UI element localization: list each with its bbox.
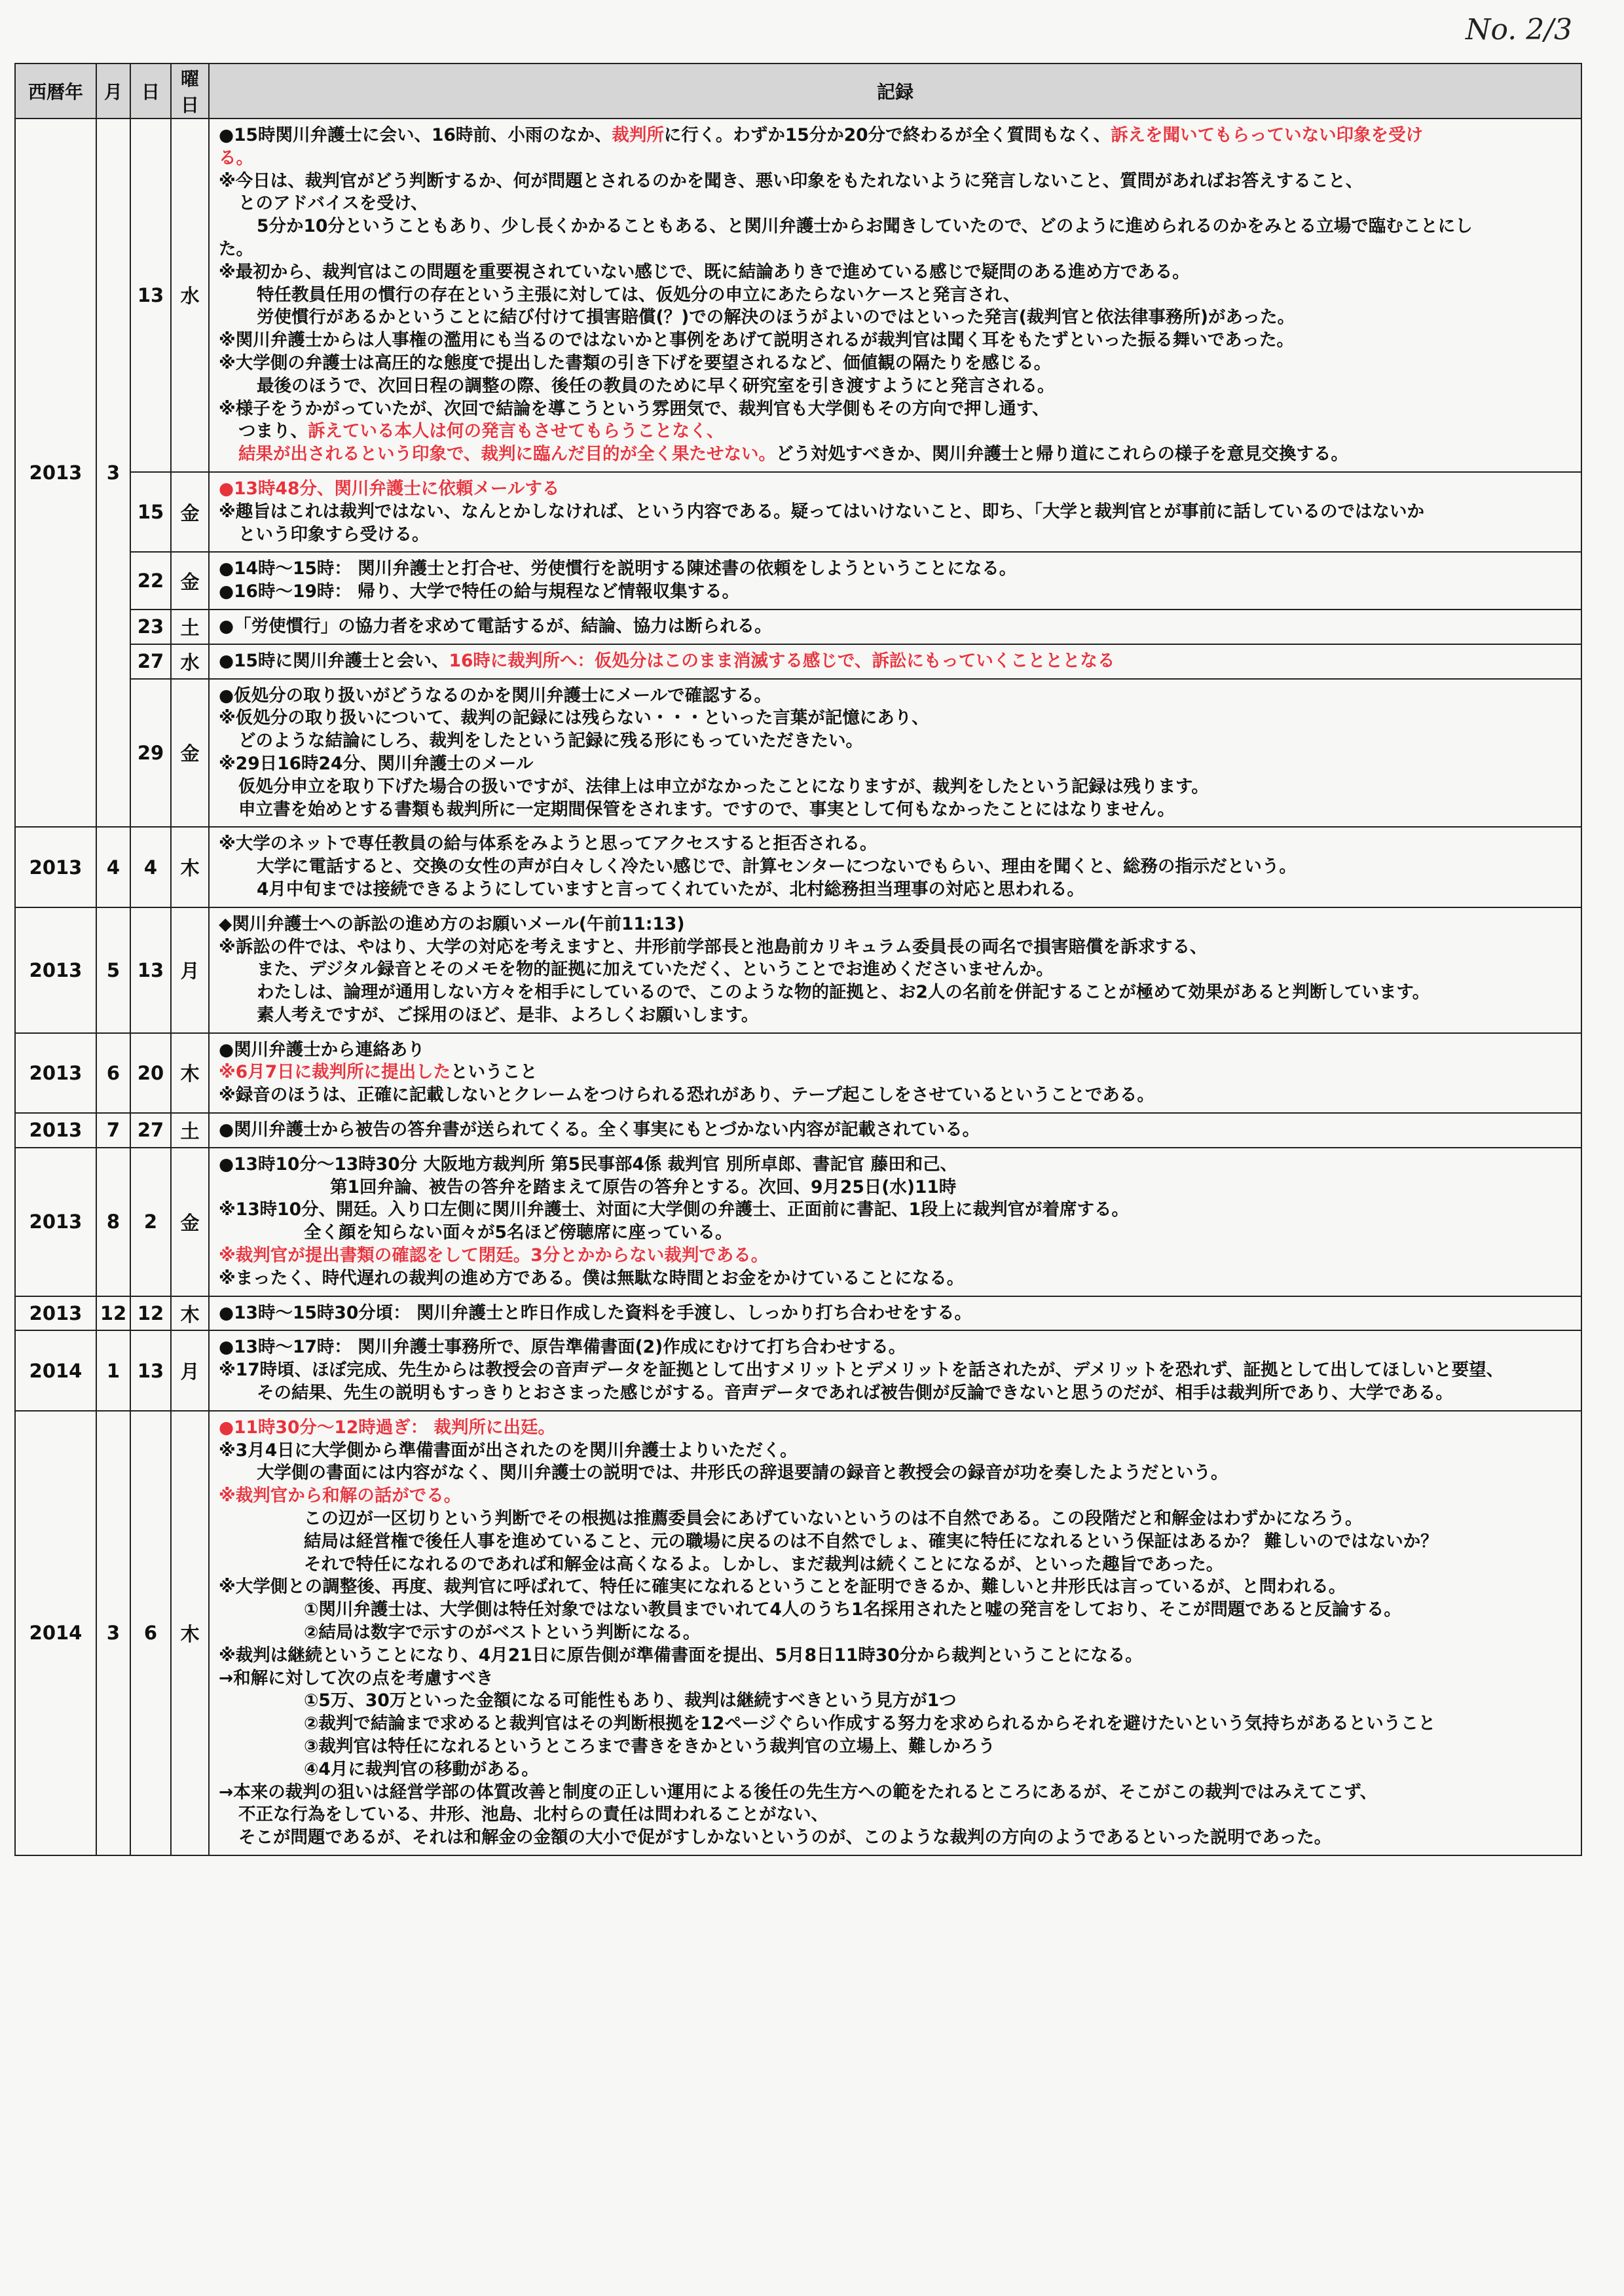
record-text: この辺が一区切りという判断でその根拠は推薦委員会にあげていないというのは不自然である。この段階だと和解金はわずかになろう。	[304, 1508, 1363, 1529]
weekday-cell: 木	[171, 827, 209, 907]
record-cell	[209, 472, 1581, 552]
record-line	[219, 1199, 1572, 1222]
record-line	[219, 375, 1572, 398]
record-text: ●16時～19時： 帰り、大学で特任の給与規程など情報収集する。	[219, 581, 740, 602]
record-line	[219, 192, 1572, 215]
record-line	[219, 1440, 1572, 1463]
record-table	[14, 63, 1582, 1856]
record-line	[219, 1302, 1572, 1325]
record-text: →本来の裁判の狙いは経営学部の体質改善と制度の正しい運用による後任の先生方への範をたれるところにあるが、そこがこの裁判ではみえてこず、	[219, 1781, 1378, 1802]
record-text: ※訴訟の件では、やはり、大学の対応を考えますと、井形前学部長と池島前カリキュラム委員長の両名で損害賠償を訴求する、	[219, 936, 1208, 957]
record-line	[219, 1690, 1572, 1713]
year-cell: 2013	[15, 907, 96, 1033]
record-text: ということ	[451, 1062, 538, 1083]
record-line	[219, 1061, 1572, 1084]
record-cell	[209, 118, 1581, 472]
record-text: ※関川弁護士からは人事権の濫用にも当るのではないかと事例をあげて説明されるが裁判官は聞く耳をもたずといった振る舞いであった。	[219, 330, 1294, 351]
record-text: 全く顔を知らない面々が5名ほど傍聴席に座っている。	[304, 1222, 733, 1243]
record-text: ④4月に裁判官の移動がある。	[304, 1758, 539, 1779]
weekday-cell: 金	[171, 679, 209, 828]
record-text: ※大学側との調整後、再度、裁判官に呼ばれて、特任に確実になれるということを証明できるか、難しいと井形氏は言っているが、と問われる。	[219, 1576, 1346, 1597]
record-line	[219, 261, 1572, 284]
record-line	[219, 981, 1572, 1004]
record-cell	[209, 1296, 1581, 1331]
record-line	[219, 581, 1572, 604]
highlight-text: ※裁判官から和解の話がでる。	[219, 1485, 462, 1506]
record-line	[219, 753, 1572, 776]
day-cell: 13	[130, 118, 171, 472]
weekday-cell: 金	[171, 472, 209, 552]
month-cell: 8	[96, 1148, 130, 1296]
record-text: それで特任になれるのであれば和解金は高くなるよ。しかし、まだ裁判は続くことになるが、といった趣旨であった。	[304, 1554, 1224, 1575]
weekday-cell: 土	[171, 1113, 209, 1148]
record-text: た。	[219, 238, 253, 259]
record-line	[219, 1359, 1572, 1382]
record-text: どう対処すべきか、関川弁護士と帰り道にこれらの様子を意見交換する。	[775, 444, 1348, 465]
day-cell: 20	[130, 1033, 171, 1113]
record-line	[219, 707, 1572, 730]
day-cell: 12	[130, 1296, 171, 1331]
record-line	[219, 398, 1572, 421]
record-line	[219, 1119, 1572, 1142]
highlight-text: 裁判所	[612, 125, 664, 145]
record-text: ①5万、30万といった金額になる可能性もあり、裁判は継続すべきという見方が1つ	[304, 1690, 957, 1711]
year-cell: 2013	[15, 1148, 96, 1296]
record-line	[219, 1667, 1572, 1690]
record-text: どのような結論にしろ、裁判をしたという記録に残る形にもっていただきたい。	[238, 731, 863, 752]
record-cell	[209, 679, 1581, 828]
table-row	[15, 552, 1581, 610]
day-cell: 15	[130, 472, 171, 552]
record-text: 5分か10分ということもあり、少し長くかかることもある、と関川弁護士からお聞きしていたので、どのように進められるのかをみとる立場で臨むことにし	[257, 216, 1473, 237]
table-row	[15, 1033, 1581, 1113]
record-text: ※仮処分の取り扱いについて、裁判の記録には残らない・・・といった言葉が記憶にあり、	[219, 708, 929, 729]
record-text: ※13時10分、開廷。入り口左側に関川弁護士、対面に大学側の弁護士、正面前に書記、1段上に裁判官が着席する。	[219, 1199, 1129, 1220]
weekday-cell: 水	[171, 118, 209, 472]
month-cell: 1	[96, 1330, 130, 1410]
table-row	[15, 118, 1581, 472]
day-cell: 27	[130, 1113, 171, 1148]
record-line	[219, 936, 1572, 959]
year-cell: 2013	[15, 118, 96, 827]
record-line	[219, 615, 1572, 638]
header-year: 西暦年	[15, 64, 96, 118]
record-text: ※まったく、時代遅れの裁判の進め方である。僕は無駄な時間とお金をかけていることになる。	[219, 1267, 965, 1288]
year-cell: 2014	[15, 1411, 96, 1855]
record-line	[219, 170, 1572, 193]
record-text: に行く。わずか15分か20分で終わるが全く質問もなく、	[663, 125, 1111, 145]
record-text: ②裁判で結論まで求めると裁判官はその判断根拠を12ページぐらい作成する努力を求められるからそれを避けたいという気持ちがあるということ	[304, 1713, 1436, 1734]
highlight-text: 16時に裁判所へ：仮処分はこのまま消滅する感じで、訴訟にもっていくことととなる	[449, 650, 1115, 671]
weekday-cell: 月	[171, 1330, 209, 1410]
record-text: ●仮処分の取り扱いがどうなるのかを関川弁護士にメールで確認する。	[219, 685, 772, 706]
record-line	[219, 1267, 1572, 1290]
record-line	[219, 833, 1572, 856]
record-text: ●13時10分～13時30分 大阪地方裁判所 第5民事部4係 裁判官 別所卓郎、書記官 藤田和己、	[219, 1154, 958, 1175]
record-text: ※録音のほうは、正確に記載しないとクレームをつけられる恐れがあり、テープ起こしをさせているということである。	[219, 1085, 1154, 1106]
record-line	[219, 913, 1572, 936]
record-text: 結局は経営権で後任人事を進めていること、元の職場に戻るのは不自然でしょ、確実に特任になれるという保証はあるか？ 難しいのではないか？	[304, 1531, 1438, 1552]
record-line	[219, 478, 1572, 501]
record-text: ●14時～15時： 関川弁護士と打合せ、労使慣行を説明する陳述書の依頼をしようということになる。	[219, 558, 1017, 579]
table-row	[15, 827, 1581, 907]
record-line	[219, 1508, 1572, 1531]
month-cell: 3	[96, 1411, 130, 1855]
record-cell	[209, 552, 1581, 610]
record-line	[219, 730, 1572, 753]
record-line	[219, 284, 1572, 307]
day-cell: 6	[130, 1411, 171, 1855]
record-text: ●15時に関川弁護士と会い、	[219, 650, 449, 671]
table-row	[15, 644, 1581, 679]
record-text: 不正な行為をしている、井形、池島、北村らの責任は問われることがない、	[238, 1804, 828, 1825]
day-cell: 13	[130, 907, 171, 1033]
record-line	[219, 147, 1572, 170]
record-line	[219, 1781, 1572, 1804]
record-text: ①関川弁護士は、大学側は特任対象ではない教員までいれて4人のうち1名採用されたと嘘の発言をしており、そこが問題であると反論する。	[304, 1599, 1401, 1620]
year-cell: 2014	[15, 1330, 96, 1410]
record-text: わたしは、論理が通用しない方々を相手にしているので、このような物的証拠と、お2人の名前を併記することが極めて効果があると判断しています。	[257, 982, 1430, 1003]
record-cell	[209, 644, 1581, 679]
record-cell	[209, 610, 1581, 644]
record-line	[219, 501, 1572, 524]
table-row	[15, 679, 1581, 828]
record-text: ※趣旨はこれは裁判ではない、なんとかしなければ、という内容である。疑ってはいけないこと、即ち、「大学と裁判官とが事前に話しているのではないか	[219, 501, 1425, 522]
year-cell: 2013	[15, 827, 96, 907]
record-cell	[209, 1411, 1581, 1855]
header-month: 月	[96, 64, 130, 118]
record-line	[219, 1417, 1572, 1440]
record-text: 大学に電話すると、交換の女性の声が白々しく冷たい感じで、計算センターにつないでもらい、理由を聞くと、総務の指示だという。	[257, 856, 1297, 877]
record-line	[219, 524, 1572, 547]
day-cell: 2	[130, 1148, 171, 1296]
record-text: ●「労使慣行」の協力者を求めて電話するが、結論、協力は断られる。	[219, 615, 772, 636]
record-cell	[209, 907, 1581, 1033]
record-body	[15, 118, 1581, 1855]
record-line	[219, 215, 1572, 238]
highlight-text: ●11時30分～12時過ぎ： 裁判所に出廷。	[219, 1417, 555, 1438]
highlight-text: 訴えを聞いてもらっていない印象を受け	[1111, 125, 1424, 145]
record-cell	[209, 1113, 1581, 1148]
record-line	[219, 1804, 1572, 1827]
record-line	[219, 776, 1572, 799]
record-line	[219, 1599, 1572, 1622]
record-line	[219, 329, 1572, 352]
record-cell	[209, 1033, 1581, 1113]
weekday-cell: 月	[171, 907, 209, 1033]
record-text: という印象すら受ける。	[238, 524, 430, 545]
record-line	[219, 1176, 1572, 1199]
record-text: 労使慣行があるかということに結び付けて損害賠償(？)での解決のほうがよいのではといった発言(裁判官と依法律事務所)があった。	[257, 307, 1295, 328]
record-line	[219, 1222, 1572, 1245]
weekday-cell: 土	[171, 610, 209, 644]
record-line	[219, 1576, 1572, 1599]
weekday-cell: 水	[171, 644, 209, 679]
highlight-text: る。	[219, 147, 253, 168]
record-text: とのアドバイスを受け、	[238, 193, 428, 214]
day-cell: 23	[130, 610, 171, 644]
record-text: つまり、	[238, 421, 308, 442]
table-row	[15, 1296, 1581, 1331]
month-cell: 6	[96, 1033, 130, 1113]
weekday-cell: 金	[171, 552, 209, 610]
record-text: ※17時頃、ほぼ完成、先生からは教授会の音声データを証拠として出すメリットとデメリットを話されたが、デメリットを恐れず、証拠として出してほしいと要望、	[219, 1360, 1504, 1381]
highlight-text: ※裁判官が提出書類の確認をして閉廷。3分とかからない裁判である。	[219, 1245, 769, 1266]
record-text: また、デジタル録音とそのメモを物的証拠に加えていただく、ということでお進めくださいませんか。	[257, 959, 1054, 980]
record-line	[219, 650, 1572, 673]
record-text: 大学側の書面には内容がなく、関川弁護士の説明では、井形氏の辞退要請の録音と教授会の録音が功を奏したようだという。	[257, 1463, 1228, 1484]
year-cell: 2013	[15, 1296, 96, 1331]
month-cell: 5	[96, 907, 130, 1033]
header-weekday: 曜日	[171, 64, 209, 118]
record-line	[219, 1554, 1572, 1576]
day-cell: 29	[130, 679, 171, 828]
record-line	[219, 1004, 1572, 1027]
record-text: ②結局は数字で示すのがベストという判断になる。	[304, 1622, 701, 1643]
weekday-cell: 木	[171, 1296, 209, 1331]
page-number: No. 2/3	[1466, 13, 1573, 46]
record-line	[219, 1485, 1572, 1508]
record-line	[219, 352, 1572, 375]
record-line	[219, 1827, 1572, 1850]
record-line	[219, 443, 1572, 466]
record-line	[219, 1713, 1572, 1736]
record-text: ●15時関川弁護士に会い、16時前、小雨のなか、	[219, 125, 612, 145]
record-line	[219, 306, 1572, 329]
record-line	[219, 420, 1572, 443]
record-text: 4月中旬までは接続できるようにしていますと言ってくれていたが、北村総務担当理事の対応と思われる。	[257, 879, 1084, 900]
record-line	[219, 1245, 1572, 1267]
table-row	[15, 610, 1581, 644]
record-line	[219, 799, 1572, 822]
record-text: ※様子をうかがっていたが、次回で結論を導こうという雰囲気で、裁判官も大学側もその方向で押し通す、	[219, 398, 1050, 419]
record-text: その結果、先生の説明もすっきりとおさまった感じがする。音声データであれば被告側が反論できないと思うのだが、相手は裁判所であり、大学である。	[257, 1383, 1453, 1404]
header-row	[15, 64, 1581, 118]
record-text: 申立書を始めとする書類も裁判所に一定期間保管をされます。ですので、事実として何もなかったことにはなりません。	[238, 799, 1175, 820]
record-cell	[209, 1148, 1581, 1296]
record-line	[219, 685, 1572, 708]
record-line	[219, 1336, 1572, 1359]
day-cell: 4	[130, 827, 171, 907]
table-row	[15, 1330, 1581, 1410]
record-text: ※裁判は継続ということになり、4月21日に原告側が準備書面を提出、5月8日11時30分から裁判ということになる。	[219, 1645, 1143, 1666]
record-line	[219, 558, 1572, 581]
highlight-text: 結果が出されるという印象で、裁判に臨んだ目的が全く果たせない。	[238, 444, 776, 465]
record-cell	[209, 1330, 1581, 1410]
record-line	[219, 1382, 1572, 1405]
record-text: ●13時～17時： 関川弁護士事務所で、原告準備書面(2)作成にむけて打ち合わせする。	[219, 1337, 906, 1358]
record-line	[219, 1084, 1572, 1107]
table-row	[15, 1411, 1581, 1855]
record-text: →和解に対して次の点を考慮すべき	[219, 1667, 494, 1688]
record-text: ※今日は、裁判官がどう判断するか、何が問題とされるのかを聞き、悪い印象をもたれないように発言しないこと、質問があればお答えすること、	[219, 170, 1363, 191]
record-text: 素人考えですが、ご採用のほど、是非、よろしくお願いします。	[257, 1004, 759, 1025]
record-line	[219, 958, 1572, 981]
day-cell: 22	[130, 552, 171, 610]
highlight-text: 訴えている本人は何の発言もさせてもらうことなく、	[308, 421, 724, 442]
record-text: 第1回弁論、被告の答弁を踏まえて原告の答弁とする。次回、9月25日(水)11時	[330, 1176, 957, 1197]
header-day: 日	[130, 64, 171, 118]
record-line	[219, 1154, 1572, 1176]
record-text: ◆関川弁護士への訴訟の進め方のお願いメール(午前11:13)	[219, 913, 685, 934]
day-cell: 27	[130, 644, 171, 679]
highlight-text: ●13時48分、関川弁護士に依頼メールする	[219, 478, 560, 499]
day-cell: 13	[130, 1330, 171, 1410]
record-text: ※最初から、裁判官はこの問題を重要視されていない感じで、既に結論ありきで進めている感じで疑問のある進め方である。	[219, 261, 1190, 282]
month-cell: 12	[96, 1296, 130, 1331]
table-row	[15, 472, 1581, 552]
record-line	[219, 238, 1572, 261]
record-text: ●関川弁護士から連絡あり	[219, 1039, 425, 1060]
record-line	[219, 856, 1572, 879]
record-cell	[209, 827, 1581, 907]
highlight-text: ※6月7日に裁判所に提出した	[219, 1062, 451, 1083]
record-line	[219, 879, 1572, 902]
record-text: ●関川弁護士から被告の答弁書が送られてくる。全く事実にもとづかない内容が記載されている。	[219, 1120, 980, 1140]
record-line	[219, 1531, 1572, 1554]
record-line	[219, 1645, 1572, 1667]
record-text: ※大学側の弁護士は高圧的な態度で提出した書類の引き下げを要望されるなど、価値観の隔たりを感じる。	[219, 352, 1052, 373]
record-text: 最後のほうで、次回日程の調整の際、後任の教員のために早く研究室を引き渡すようにと発言される。	[257, 375, 1055, 396]
header-record: 記録	[209, 64, 1581, 118]
record-text: ※3月4日に大学側から準備書面が出されたのを関川弁護士よりいただく。	[219, 1440, 798, 1461]
record-text: 仮処分申立を取り下げた場合の扱いですが、法律上は申立がなかったことになりますが、裁判をしたという記録は残ります。	[238, 776, 1209, 797]
record-line	[219, 1462, 1572, 1485]
record-text: 特任教員任用の慣行の存在という主張に対しては、仮処分の申立にあたらないケースと発言され、	[257, 284, 1021, 305]
record-line	[219, 1758, 1572, 1781]
record-text: そこが問題であるが、それは和解金の金額の大小で促がすしかないというのが、このような裁判の方向のようであるといった説明であった。	[238, 1827, 1332, 1848]
weekday-cell: 木	[171, 1033, 209, 1113]
table-row	[15, 1113, 1581, 1148]
month-cell: 4	[96, 827, 130, 907]
table-row	[15, 907, 1581, 1033]
record-text: ※29日16時24分、関川弁護士のメール	[219, 753, 534, 774]
record-line	[219, 1622, 1572, 1645]
month-cell: 7	[96, 1113, 130, 1148]
weekday-cell: 金	[171, 1148, 209, 1296]
record-line	[219, 1039, 1572, 1062]
record-text: ③裁判官は特任になれるというところまで書きをきかという裁判官の立場上、難しかろう	[304, 1736, 995, 1757]
record-line	[219, 1736, 1572, 1758]
year-cell: 2013	[15, 1033, 96, 1113]
record-text: ※大学のネットで専任教員の給与体系をみようと思ってアクセスすると拒否される。	[219, 833, 877, 854]
month-cell: 3	[96, 118, 130, 827]
table-row	[15, 1148, 1581, 1296]
record-line	[219, 124, 1572, 147]
year-cell: 2013	[15, 1113, 96, 1148]
record-text: ●13時～15時30分頃： 関川弁護士と昨日作成した資料を手渡し、しっかり打ち合わせをする。	[219, 1302, 972, 1323]
weekday-cell: 木	[171, 1411, 209, 1855]
